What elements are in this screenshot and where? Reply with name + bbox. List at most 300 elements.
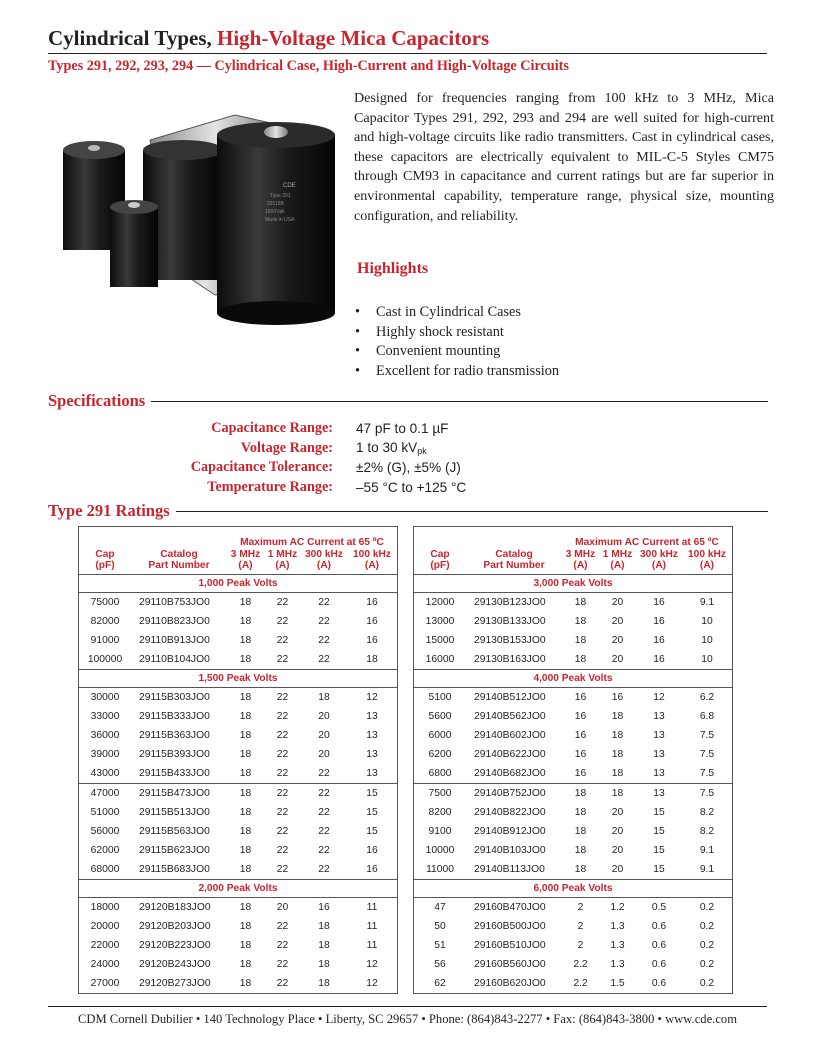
table-row [79, 726, 397, 745]
table-row [79, 955, 397, 974]
cell-catalog: 29140B752JO0 [466, 783, 562, 803]
cell-catalog: 29120B273JO0 [139, 977, 211, 989]
cell-300khz: 16 [653, 615, 665, 627]
cell-100khz: 6.8 [699, 710, 715, 722]
voltage-group-row [79, 879, 397, 897]
table-row [79, 822, 397, 841]
cell-catalog: 29140B512JO0 [474, 691, 546, 703]
cell-cap: 62 [434, 977, 446, 989]
header-max-current: Maximum AC Current at 65 ºC [575, 537, 719, 548]
cell-100khz: 0.2 [699, 939, 715, 951]
table-row [414, 726, 732, 745]
cell-catalog: 29140B912JO0 [474, 825, 546, 837]
spec-voltage-range [100, 439, 466, 459]
cell-100khz: 10 [701, 653, 713, 665]
cell-300khz: 15 [653, 844, 665, 856]
header-cap-unit: (pF) [95, 560, 115, 571]
table-row [414, 822, 732, 841]
cell-300khz: 22 [318, 844, 330, 856]
table-row [414, 955, 732, 974]
cell-1mhz: 22 [276, 958, 289, 970]
capacitor-photo [55, 95, 345, 330]
cell-3mhz: 2 [577, 920, 584, 932]
cell-cap: 20000 [90, 920, 120, 932]
cell-1mhz: 22 [276, 748, 289, 760]
cell-300khz: 0.6 [651, 977, 667, 989]
cell-300khz: 13 [636, 783, 682, 803]
photo-brand: CDE [283, 183, 296, 189]
cell-cap: 30000 [90, 691, 120, 703]
page-footer: CDM Cornell Dubilier • 140 Technology Place • Liberty, SC 29657 • Phone: (864)843-2277 • Fax: (864)843-3800 • www.cde.com [77, 1012, 738, 1026]
cell-catalog: 29140B602JO0 [474, 729, 546, 741]
cell-cap: 47 [434, 901, 446, 913]
table-row [79, 936, 397, 955]
cell-cap: 5100 [428, 691, 452, 703]
cell-100khz: 16 [366, 863, 378, 875]
spec-value: 47 pF to 0.1 µF [356, 421, 449, 437]
cell-300khz: 22 [318, 596, 330, 608]
cell-cap: 62000 [90, 844, 120, 856]
header-unit: (A) [610, 560, 625, 571]
cell-3mhz: 18 [574, 806, 587, 818]
cell-1mhz: 22 [276, 596, 289, 608]
cell-catalog: 29110B913JO0 [139, 634, 210, 646]
cell-1mhz: 18 [611, 748, 624, 760]
cell-catalog: 29140B822JO0 [474, 806, 546, 818]
cell-3mhz: 18 [239, 920, 252, 932]
cell-catalog: 29120B243JO0 [139, 958, 211, 970]
header-max-current: Maximum AC Current at 65 ºC [240, 537, 384, 548]
table-row [79, 803, 397, 822]
table-row [414, 592, 732, 612]
cell-100khz: 9.1 [699, 596, 715, 608]
cell-cap: 18000 [90, 901, 120, 913]
cell-1mhz: 22 [276, 920, 289, 932]
cell-1mhz: 20 [611, 863, 624, 875]
cell-3mhz: 16 [574, 729, 587, 741]
cell-cap: 9100 [428, 825, 452, 837]
cell-100khz: 13 [366, 748, 378, 760]
cell-100khz: 7.5 [699, 729, 715, 741]
table-row [79, 783, 397, 803]
ratings-table [79, 527, 397, 993]
cell-3mhz: 18 [239, 977, 252, 989]
cell-100khz: 9.1 [699, 844, 715, 856]
spec-value: –55 °C to +125 °C [356, 479, 467, 495]
table-row [79, 764, 397, 784]
cell-3mhz: 18 [239, 615, 252, 627]
cell-100khz: 16 [366, 844, 378, 856]
cell-catalog: 29130B163JO0 [474, 653, 546, 665]
cell-3mhz: 18 [574, 634, 587, 646]
cell-catalog: 29140B103JO0 [474, 844, 546, 856]
cell-cap: 24000 [90, 958, 120, 970]
cell-300khz: 15 [653, 825, 665, 837]
cell-300khz: 22 [318, 634, 330, 646]
cell-catalog: 29140B682JO0 [474, 767, 546, 779]
cell-3mhz: 18 [574, 653, 587, 665]
cell-1mhz: 1.2 [610, 901, 625, 913]
cell-1mhz: 22 [276, 729, 289, 741]
cell-100khz: 8.2 [699, 825, 715, 837]
photo-label-line: 1500Vpk [265, 209, 285, 215]
cell-3mhz: 18 [239, 748, 252, 760]
cell-3mhz: 18 [239, 596, 252, 608]
cell-3mhz: 18 [239, 767, 252, 779]
intro-paragraph: Designed for frequencies ranging from 100 kHz to 3 MHz, Mica Capacitor Types 291, 292, 293 and 294 are well suited for high-current and high-voltage circuits like radio transmitters. Cast in cylindrical cases, these capacitors are electrically equivalent to MIL-C-5 Styles CM75 through CM93 in capacitance and current ratings but are far superior in environmental capability, temperature range, physical size, mounting configuration, and reliability. [354, 90, 774, 224]
header-unit: (A) [316, 560, 332, 571]
cell-3mhz: 18 [239, 653, 252, 665]
table-row [79, 687, 397, 707]
section-label: Specifications [48, 391, 146, 410]
cell-100khz: 16 [366, 596, 378, 608]
cell-catalog: 29115B513JO0 [139, 806, 210, 818]
cell-300khz: 22 [318, 653, 330, 665]
page-subtitle: Types 291, 292, 293, 294 — Cylindrical Case, High-Current and High-Voltage Circuits [48, 58, 569, 74]
voltage-group-label: 4,000 Peak Volts [414, 669, 732, 687]
cell-100khz: 15 [366, 825, 378, 837]
cell-1mhz: 18 [611, 767, 624, 779]
cell-cap: 8200 [428, 806, 452, 818]
cell-cap: 75000 [90, 596, 120, 608]
cell-300khz: 16 [653, 653, 665, 665]
table-row [414, 707, 732, 726]
spec-label: Capacitance Range: [211, 420, 333, 437]
table-row [79, 612, 397, 631]
page-title [48, 26, 489, 51]
header-300khz: 300 kHz [640, 548, 678, 560]
cell-100khz: 16 [366, 615, 378, 627]
table-row [414, 687, 732, 707]
table-row [79, 650, 397, 670]
cell-1mhz: 20 [611, 615, 624, 627]
cell-3mhz: 18 [239, 634, 252, 646]
header-300khz: 300 kHz [305, 548, 343, 560]
cell-1mhz: 1.3 [610, 920, 625, 932]
cell-1mhz: 18 [611, 729, 624, 741]
cell-cap: 36000 [90, 729, 120, 741]
cell-300khz: 16 [653, 634, 665, 646]
cell-300khz: 18 [318, 939, 330, 951]
cell-300khz: 16 [318, 901, 330, 913]
cell-1mhz: 1.3 [610, 958, 625, 970]
cell-3mhz: 18 [239, 939, 252, 951]
cell-100khz: 16 [366, 634, 378, 646]
cell-cap: 16000 [425, 653, 455, 665]
cell-3mhz: 16 [574, 767, 587, 779]
cell-3mhz: 18 [574, 596, 587, 608]
cell-1mhz: 20 [611, 844, 624, 856]
table-row [79, 841, 397, 860]
cell-1mhz: 20 [276, 901, 289, 913]
cell-catalog: 29140B622JO0 [474, 748, 546, 760]
cell-catalog: 29160B510JO0 [474, 939, 546, 951]
header-catalog: Catalog [160, 548, 198, 560]
header-unit: (A) [573, 560, 588, 571]
cell-300khz: 0.5 [651, 901, 667, 913]
cell-300khz: 22 [301, 783, 347, 803]
cell-3mhz: 18 [239, 729, 252, 741]
cell-100khz: 6.2 [699, 691, 715, 703]
voltage-group-row [79, 574, 397, 592]
cell-1mhz: 22 [276, 710, 289, 722]
cell-cap: 13000 [425, 615, 455, 627]
table-row [79, 592, 397, 612]
cell-300khz: 22 [318, 806, 330, 818]
cell-100khz: 7.5 [699, 748, 715, 760]
cell-100khz: 13 [366, 767, 378, 779]
voltage-group-row [414, 879, 732, 897]
cell-3mhz: 18 [239, 901, 252, 913]
cell-catalog: 29130B133JO0 [474, 615, 546, 627]
cell-300khz: 22 [318, 615, 330, 627]
table-row [414, 936, 732, 955]
cell-100khz: 0.2 [699, 958, 715, 970]
cell-1mhz: 22 [276, 653, 289, 665]
cell-100khz: 15 [366, 806, 378, 818]
cell-catalog: 29110B823JO0 [139, 615, 210, 627]
header-unit: (A) [651, 560, 667, 571]
cell-1mhz: 22 [276, 806, 289, 818]
cell-3mhz: 2 [577, 939, 584, 951]
cell-cap: 82000 [90, 615, 120, 627]
cell-3mhz: 2.2 [573, 958, 588, 970]
header-spacer [79, 527, 227, 549]
cell-catalog: 29115B393JO0 [139, 748, 210, 760]
header-unit: (A) [699, 560, 715, 571]
cell-cap: 22000 [90, 939, 120, 951]
cell-1mhz: 22 [276, 634, 289, 646]
cell-catalog: 29140B113JO0 [474, 863, 545, 875]
cell-catalog: 29110B104JO0 [139, 653, 210, 665]
cell-catalog: 29115B333JO0 [139, 710, 210, 722]
table-row [79, 860, 397, 880]
cell-300khz: 13 [653, 767, 665, 779]
cell-3mhz: 16 [574, 748, 587, 760]
cell-catalog: 29110B753JO0 [139, 596, 210, 608]
table-row [414, 650, 732, 670]
cell-1mhz: 22 [264, 783, 301, 803]
table-row [414, 974, 732, 993]
cell-300khz: 16 [653, 596, 665, 608]
cell-3mhz: 18 [239, 710, 252, 722]
cell-cap: 91000 [90, 634, 120, 646]
header-1mhz: 1 MHz [602, 548, 633, 560]
spec-temperature-range [100, 478, 466, 498]
cell-1mhz: 22 [276, 844, 289, 856]
spec-value-subscript: pk [417, 446, 427, 457]
table-row [414, 631, 732, 650]
header-spacer [414, 527, 562, 549]
cell-cap: 39000 [90, 748, 120, 760]
cell-100khz: 13 [366, 729, 378, 741]
cell-100khz: 0.2 [699, 901, 715, 913]
spec-label: Capacitance Tolerance: [190, 459, 333, 476]
cell-100khz: 18 [366, 653, 378, 665]
cell-1mhz: 22 [276, 939, 289, 951]
specifications-heading [48, 390, 768, 412]
cell-catalog: 29115B433JO0 [139, 767, 210, 779]
highlight-item: • Excellent for radio transmission [355, 362, 559, 382]
cell-catalog: 29130B153JO0 [474, 634, 546, 646]
cell-cap: 15000 [425, 634, 455, 646]
cell-300khz: 13 [653, 748, 665, 760]
section-rule [176, 511, 768, 512]
cell-3mhz: 18 [239, 691, 252, 703]
photo-label-line: Type 291 [270, 193, 291, 199]
cell-100khz: 7.5 [699, 767, 715, 779]
ratings-table-left [78, 526, 398, 994]
table-row [414, 745, 732, 764]
cell-catalog: 29160B500JO0 [474, 920, 546, 932]
cell-3mhz: 18 [562, 783, 599, 803]
cell-300khz: 18 [318, 920, 330, 932]
cell-100khz: 11 [366, 920, 378, 932]
voltage-group-label: 6,000 Peak Volts [414, 879, 732, 897]
cell-300khz: 20 [318, 710, 330, 722]
photo-label-line: 29115B [267, 201, 284, 207]
cell-cap: 51000 [90, 806, 120, 818]
cell-100khz: 12 [366, 977, 378, 989]
cell-1mhz: 22 [276, 615, 289, 627]
table-row [414, 783, 732, 803]
cell-cap: 10000 [425, 844, 455, 856]
cell-1mhz: 22 [276, 863, 289, 875]
cell-cap: 50 [434, 920, 446, 932]
cell-1mhz: 20 [611, 825, 624, 837]
cell-100khz: 15 [347, 783, 397, 803]
cell-cap: 27000 [90, 977, 120, 989]
spec-capacitance-range [100, 419, 466, 439]
cell-300khz: 20 [318, 748, 330, 760]
header-unit: (A) [275, 560, 290, 571]
header-100khz: 100 kHz [353, 548, 391, 560]
cell-cap: 11000 [426, 863, 454, 875]
highlights-list [355, 303, 559, 382]
cell-catalog: 29140B562JO0 [474, 710, 546, 722]
cell-100khz: 7.5 [682, 783, 732, 803]
cell-300khz: 13 [653, 710, 665, 722]
cell-cap: 6000 [428, 729, 452, 741]
table-row [79, 917, 397, 936]
table-row [79, 897, 397, 917]
cell-3mhz: 16 [574, 691, 587, 703]
header-1mhz: 1 MHz [267, 548, 298, 560]
cell-3mhz: 2 [577, 901, 584, 913]
cell-1mhz: 22 [276, 691, 289, 703]
cell-1mhz: 22 [276, 825, 289, 837]
cell-1mhz: 20 [611, 596, 624, 608]
cell-catalog: 29115B473JO0 [131, 783, 227, 803]
cell-300khz: 12 [653, 691, 665, 703]
header-part-number: Part Number [148, 560, 210, 571]
cell-300khz: 18 [318, 691, 330, 703]
cell-300khz: 13 [653, 729, 665, 741]
cell-300khz: 22 [318, 825, 330, 837]
cell-cap: 33000 [90, 710, 120, 722]
ratings-table-right [413, 526, 733, 994]
cell-1mhz: 22 [276, 977, 289, 989]
cell-catalog: 29115B623JO0 [139, 844, 210, 856]
cell-catalog: 29160B560JO0 [474, 958, 546, 970]
cell-1mhz: 1.3 [610, 939, 625, 951]
header-catalog: Catalog [495, 548, 533, 560]
spec-value [356, 440, 427, 456]
table-row [414, 612, 732, 631]
voltage-group-label: 2,000 Peak Volts [79, 879, 397, 897]
cell-catalog: 29115B683JO0 [139, 863, 210, 875]
cell-300khz: 18 [318, 958, 330, 970]
cell-catalog: 29160B620JO0 [474, 977, 546, 989]
spec-label: Voltage Range: [240, 439, 333, 456]
cell-catalog: 29120B223JO0 [139, 939, 211, 951]
cell-300khz: 0.6 [651, 939, 667, 951]
cell-3mhz: 18 [574, 863, 587, 875]
cell-catalog: 29120B183JO0 [139, 901, 211, 913]
table-row [79, 974, 397, 993]
cell-1mhz: 1.5 [610, 977, 625, 989]
cell-100khz: 8.2 [699, 806, 715, 818]
header-cap: Cap [430, 548, 450, 560]
cell-100khz: 9.1 [699, 863, 715, 875]
cell-1mhz: 18 [611, 710, 624, 722]
header-part-number: Part Number [483, 560, 545, 571]
highlight-item: • Cast in Cylindrical Cases [355, 303, 559, 323]
table-row [414, 860, 732, 880]
section-label: Type 291 Ratings [48, 501, 170, 520]
title-main: Cylindrical Types, [48, 26, 217, 50]
cell-3mhz: 2.2 [573, 977, 588, 989]
table-row [79, 631, 397, 650]
cell-1mhz: 20 [611, 653, 624, 665]
cell-3mhz: 18 [239, 825, 252, 837]
cell-catalog: 29115B563JO0 [139, 825, 210, 837]
header-3mhz: 3 MHz [230, 548, 261, 560]
cell-300khz: 22 [318, 767, 330, 779]
footer-rule [48, 1006, 767, 1007]
header-cap-unit: (pF) [430, 560, 450, 571]
header-cap: Cap [95, 548, 115, 560]
cell-catalog: 29130B123JO0 [474, 596, 546, 608]
voltage-group-label: 1,500 Peak Volts [79, 669, 397, 687]
cell-3mhz: 16 [574, 710, 587, 722]
voltage-group-row [414, 669, 732, 687]
table-row [414, 764, 732, 784]
cell-3mhz: 18 [239, 844, 252, 856]
cell-cap: 6800 [428, 767, 452, 779]
cell-100khz: 13 [366, 710, 378, 722]
cell-100khz: 0.2 [699, 977, 715, 989]
cell-3mhz: 18 [574, 844, 587, 856]
cell-catalog: 29120B203JO0 [139, 920, 211, 932]
cell-1mhz: 20 [611, 634, 624, 646]
voltage-group-row [79, 669, 397, 687]
photo-label-line: Made in USA [265, 217, 295, 223]
table-row [414, 897, 732, 917]
cell-3mhz: 18 [574, 825, 587, 837]
header-unit: (A) [238, 560, 253, 571]
cell-300khz: 22 [318, 863, 330, 875]
cell-100khz: 12 [366, 958, 378, 970]
voltage-group-label: 3,000 Peak Volts [414, 574, 732, 592]
header-100khz: 100 kHz [688, 548, 726, 560]
table-row [414, 917, 732, 936]
cell-cap: 6200 [428, 748, 452, 760]
cell-1mhz: 16 [611, 691, 624, 703]
cell-cap: 56 [434, 958, 446, 970]
table-row [414, 841, 732, 860]
cell-1mhz: 18 [599, 783, 636, 803]
